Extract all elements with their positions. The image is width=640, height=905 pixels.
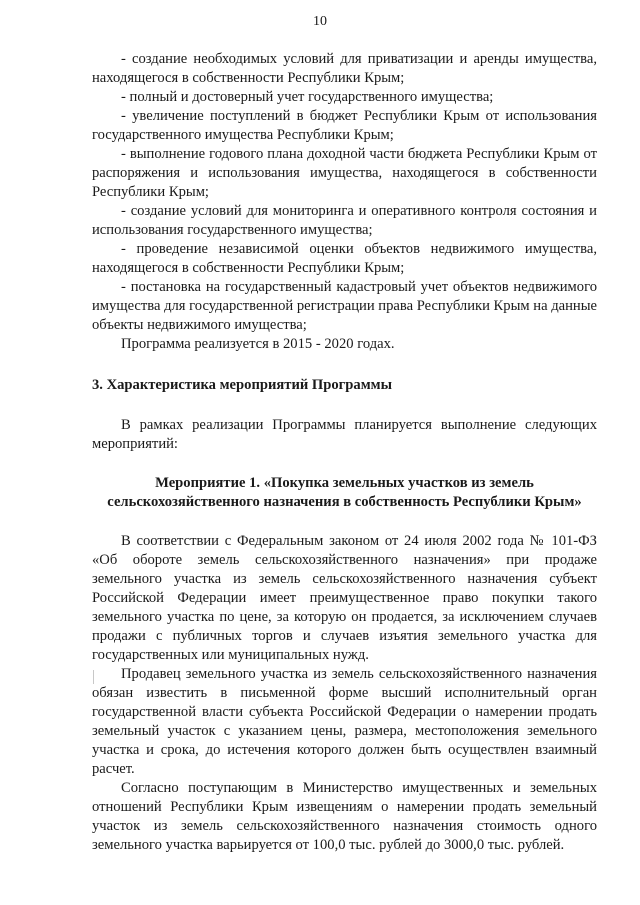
list-item: - постановка на государственный кадастровый учет объектов недвижимого имущества для государственной регистрации права Республики Крым на данные объекты недвижимого имущества; bbox=[92, 279, 598, 333]
section-heading: 3. Характеристика мероприятий Программы bbox=[92, 377, 392, 393]
program-period: Программа реализуется в 2015 - 2020 годах. bbox=[121, 336, 395, 352]
event-heading-line-1: Мероприятие 1. «Покупка земельных участков из земель bbox=[155, 475, 534, 491]
page-content bbox=[92, 50, 597, 855]
scan-artifact bbox=[93, 670, 94, 684]
event-heading bbox=[92, 474, 597, 512]
list-item: - выполнение годового плана доходной части бюджета Республики Крым от распоряжения и использования имущества, находящегося в собственности Республики Крым; bbox=[92, 146, 597, 200]
list-item: - увеличение поступлений в бюджет Республики Крым от использования государственного имущества Республики Крым; bbox=[92, 108, 597, 143]
section-intro: В рамках реализации Программы планируется выполнение следующих мероприятий: bbox=[92, 417, 597, 452]
list-item: - проведение независимой оценки объектов недвижимого имущества, находящегося в собственности Республики Крым; bbox=[92, 241, 597, 276]
paragraph: Продавец земельного участка из земель сельскохозяйственного назначения обязан известить в письменной форме высший исполнительный орган государственной власти субъекта Российской Федерации о намерении продать земельный участок с указанием цены, размера, местоположения земельного участка и срока, до истечения которого должен быть осуществлен взаимный расчет. bbox=[92, 666, 597, 777]
page-number: 10 bbox=[313, 14, 327, 29]
list-item: - полный и достоверный учет государственного имущества; bbox=[121, 89, 494, 105]
list-item: - создание необходимых условий для приватизации и аренды имущества, находящегося в собственности Республики Крым; bbox=[92, 51, 597, 86]
event-heading-line-2: сельскохозяйственного назначения в собственность Республики Крым» bbox=[107, 494, 582, 510]
paragraph: В соответствии с Федеральным законом от 24 июля 2002 года № 101-ФЗ «Об обороте земель сельскохозяйственного назначения» при продаже земельного участка из земель сельскохозяйственного назначения субъект Российской Федерации имеет преимущественное право покупки такого земельного участка по цене, за которую он продается, за исключением случаев продажи с публичных торгов и случаев изъятия земельного участка для государственных или муниципальных нужд. bbox=[92, 533, 597, 663]
list-item: - создание условий для мониторинга и оперативного контроля состояния и использования государственного имущества; bbox=[92, 203, 597, 238]
paragraph: Согласно поступающим в Министерство имущественных и земельных отношений Республики Крым извещениям о намерении продать земельный участок из земель сельскохозяйственного назначения стоимость одного земельного участка варьируется от 100,0 тыс. рублей до 3000,0 тыс. рублей. bbox=[92, 780, 597, 853]
